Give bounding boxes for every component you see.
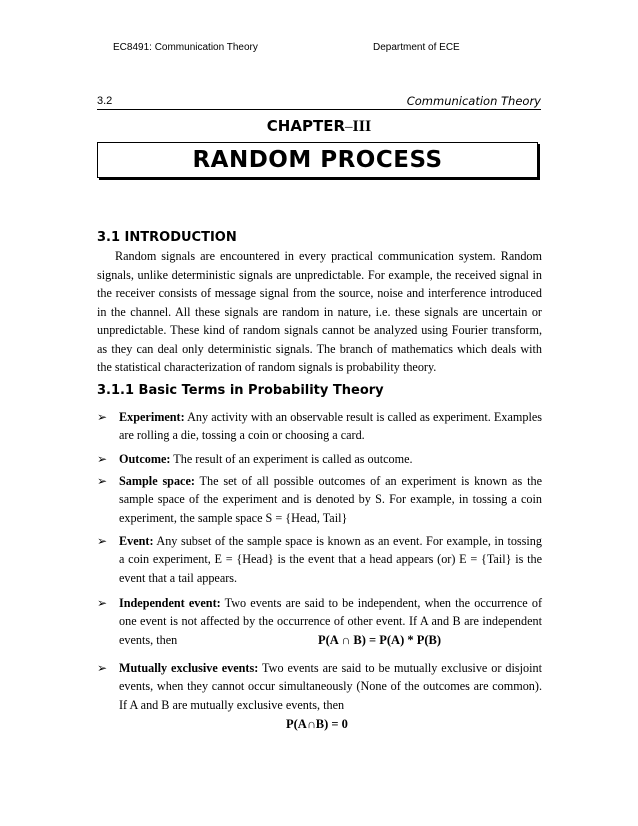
list-item-experiment xyxy=(97,408,542,445)
term-definition: The result of an experiment is called as outcome. xyxy=(170,452,413,466)
introduction-paragraph xyxy=(97,247,542,377)
term-definition: Any activity with an observable result is called as experiment. Examples are rolling a die, tossing a coin or choosing a card. xyxy=(119,410,542,443)
bullet-arrow-icon: ➢ xyxy=(97,452,108,466)
formula-mutually-exclusive: P(A∩B) = 0 xyxy=(286,717,348,731)
term-definition: Two events are said to be independent, when the occurrence of one event is not affected by the occurrence of other event. If A and B are independent events, then xyxy=(119,596,542,647)
term-definition: Any subset of the sample space is known as an event. For example, in tossing a coin experiment, E = {Head} is the event that a head appears (or) E = {Tail} is the event that a tail appears. xyxy=(119,534,542,585)
section-heading-basic-terms: 3.1.1 Basic Terms in Probability Theory xyxy=(97,383,384,398)
running-title: Communication Theory xyxy=(406,94,541,108)
term-label: Mutually exclusive events: xyxy=(119,661,259,675)
term-label: Sample space: xyxy=(119,474,195,488)
page-header-right: Department of ECE xyxy=(373,42,460,53)
paragraph-text: Random signals are encountered in every practical communication system. Random signals, unlike deterministic signals are unpredictable. For example, the received signal in the receiver consists of message signal from the source, noise and interference introduced in the channel. All these signals are random in nature, i.e. these signals are uncertain or unpredictable. These kind of random signals cannot be analyzed using Fourier transform, as they can deal only deterministic signals. The branch of mathematics which deals with the statistical characterization of random signals is probability theory. xyxy=(97,249,542,374)
chapter-heading xyxy=(0,117,638,136)
term-label: Outcome: xyxy=(119,452,171,466)
term-label: Experiment: xyxy=(119,410,185,424)
term-label: Independent event: xyxy=(119,596,221,610)
list-item-mutually-exclusive xyxy=(97,659,542,714)
list-item-outcome xyxy=(97,450,542,468)
list-item-sample-space xyxy=(97,472,542,527)
chapter-prefix: CHAPTER xyxy=(266,117,345,135)
formula-independent: P(A ∩ B) = P(A) * P(B) xyxy=(318,633,442,647)
term-definition: Two events are said to be mutually exclusive or disjoint events, when they cannot occur simultaneously (None of the outcomes are common). If A and B are mutually exclusive events, then xyxy=(119,661,542,712)
page-header-left: EC8491: Communication Theory xyxy=(113,42,258,53)
bullet-arrow-icon: ➢ xyxy=(97,410,108,424)
bullet-arrow-icon: ➢ xyxy=(97,596,108,610)
term-label: Event: xyxy=(119,534,154,548)
term-definition: The set of all possible outcomes of an experiment is known as the sample space of the experiment and is denoted by S. For example, in tossing a coin experiment, the sample space S = {Head, Tail} xyxy=(119,474,542,525)
section-heading-introduction: 3.1 INTRODUCTION xyxy=(97,230,237,245)
chapter-title: RANDOM PROCESS xyxy=(192,147,443,173)
bullet-arrow-icon: ➢ xyxy=(97,534,108,548)
chapter-number: III xyxy=(352,118,372,135)
chapter-dash: – xyxy=(345,119,353,135)
page-number: 3.2 xyxy=(97,95,113,107)
list-item-event xyxy=(97,532,542,587)
title-box xyxy=(97,142,538,178)
bullet-arrow-icon: ➢ xyxy=(97,474,108,488)
bullet-arrow-icon: ➢ xyxy=(97,661,108,675)
header-rule xyxy=(97,109,541,110)
